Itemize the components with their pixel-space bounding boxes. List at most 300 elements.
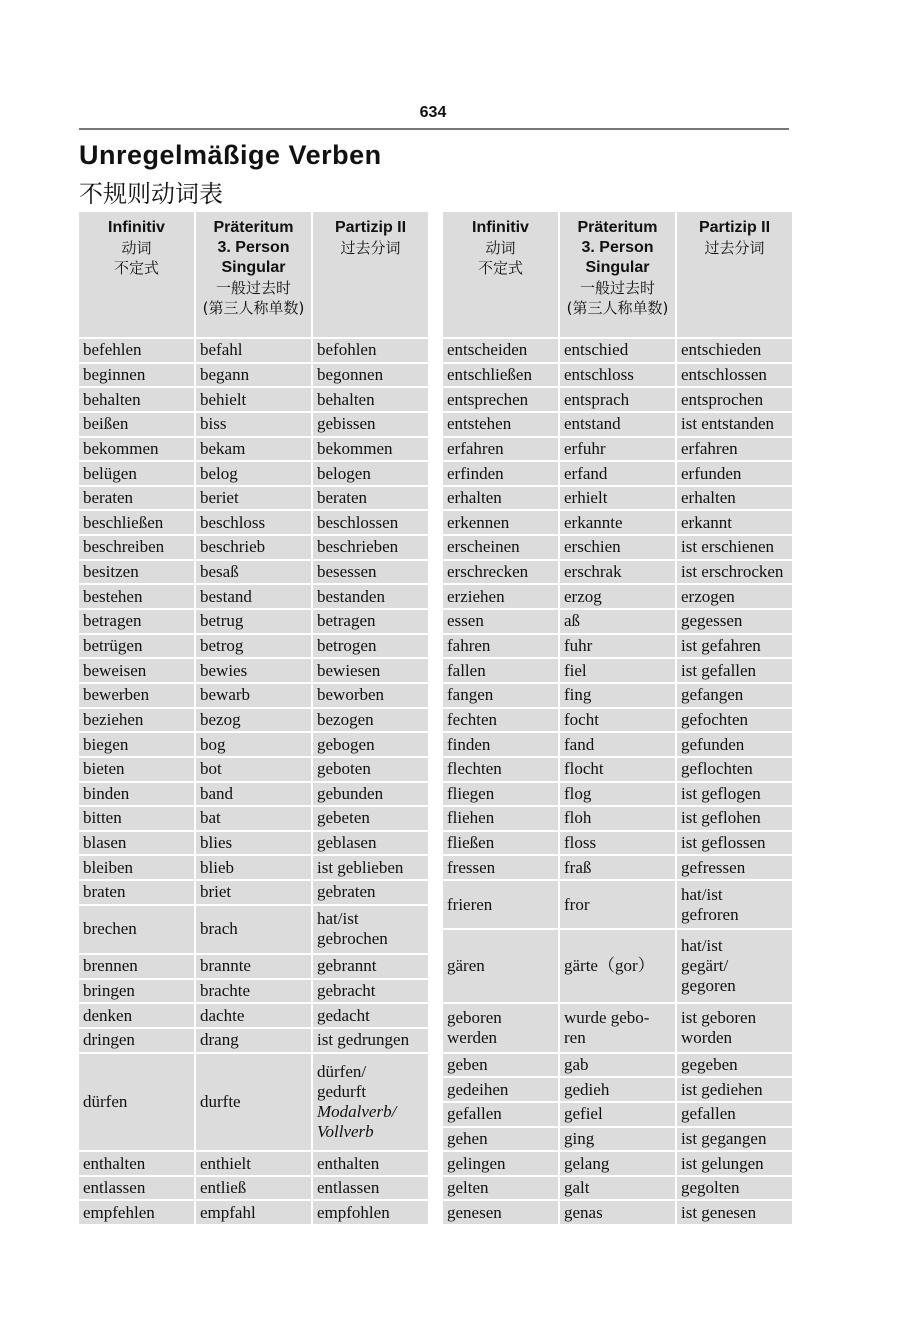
cell-text: fror (564, 894, 590, 914)
cell-text: wurde gebo- (564, 1007, 650, 1027)
cell-text: bewerben (83, 685, 150, 705)
cell-text: fechten (447, 709, 498, 729)
header-praeteritum (195, 211, 312, 338)
cell-praeteritum (559, 535, 676, 560)
table-row (442, 855, 793, 880)
cell-partizip-ii (676, 584, 793, 609)
cell-praeteritum (559, 584, 676, 609)
cell-text: erkannte (564, 512, 623, 532)
cell-praeteritum (195, 387, 312, 412)
table-row (442, 437, 793, 462)
cell-praeteritum (195, 806, 312, 831)
cell-praeteritum (195, 979, 312, 1004)
cell-partizip-ii (312, 757, 429, 782)
cell-infinitiv (442, 683, 559, 708)
table-row (78, 1003, 429, 1028)
cell-infinitiv (442, 510, 559, 535)
cell-text: betrogen (317, 636, 377, 655)
cell-note: Vollverb (317, 1121, 374, 1141)
cell-text: bewiesen (317, 660, 381, 680)
table-row (78, 560, 429, 585)
cell-text: erziehen (447, 586, 505, 606)
cell-text: braten (83, 882, 126, 902)
cell-text: dürfen (83, 1091, 128, 1111)
cell-text: ist gedrungen (317, 1030, 410, 1050)
header-chinese-label: 一般过去时 (215, 279, 291, 297)
cell-infinitiv (442, 855, 559, 880)
cell-text: betragen (83, 611, 142, 631)
cell-praeteritum (559, 880, 676, 929)
cell-text: erkannt (681, 512, 732, 532)
cell-text: flechten (447, 759, 502, 779)
header-chinese-label: 过去分词 (340, 239, 401, 257)
cell-partizip-ii (676, 609, 793, 634)
cell-partizip-ii (312, 782, 429, 807)
cell-text: entließ (200, 1178, 247, 1198)
page-subtitle: 不规则动词表 (79, 180, 223, 208)
cell-text: besaß (200, 562, 239, 582)
cell-partizip-ii (676, 806, 793, 831)
cell-text: bezog (200, 709, 241, 729)
cell-infinitiv (442, 461, 559, 486)
cell-praeteritum (559, 732, 676, 757)
cell-partizip-ii (676, 831, 793, 856)
cell-infinitiv (442, 1127, 559, 1152)
cell-text: fiel (564, 660, 587, 680)
cell-text: ist gefahren (681, 636, 761, 655)
cell-infinitiv (442, 1077, 559, 1102)
cell-text: ist geflogen (681, 783, 761, 803)
cell-text: gegoren (681, 976, 736, 996)
cell-text: drang (200, 1030, 239, 1050)
cell-text: gärte（gor） (564, 956, 655, 976)
cell-praeteritum (195, 535, 312, 560)
cell-text: beraten (317, 488, 368, 508)
cell-infinitiv (442, 757, 559, 782)
table-row (442, 658, 793, 683)
cell-infinitiv (442, 806, 559, 831)
cell-infinitiv (442, 658, 559, 683)
table-row (442, 535, 793, 560)
table-row (78, 535, 429, 560)
cell-partizip-ii (676, 683, 793, 708)
table-row (442, 584, 793, 609)
cell-text: blieb (200, 857, 234, 877)
cell-text: brechen (83, 919, 137, 939)
cell-text: dürfen/ (317, 1061, 367, 1081)
page-number: 634 (419, 104, 447, 121)
table-row (78, 855, 429, 880)
cell-praeteritum (195, 412, 312, 437)
cell-partizip-ii (676, 535, 793, 560)
cell-text: fließen (447, 833, 495, 853)
cell-text: bat (200, 808, 221, 828)
cell-text: gefallen (681, 1104, 736, 1124)
cell-partizip-ii (676, 880, 793, 929)
cell-text: bekam (200, 438, 246, 458)
cell-text: gegessen (681, 611, 743, 631)
cell-text: erfunden (681, 463, 742, 483)
cell-text: beginnen (83, 364, 146, 384)
header-partizip-ii (676, 211, 793, 338)
cell-text: bot (200, 759, 222, 779)
table-row (442, 412, 793, 437)
table-row (78, 782, 429, 807)
cell-infinitiv (78, 461, 195, 486)
cell-text: erzog (564, 586, 602, 606)
cell-praeteritum (559, 387, 676, 412)
cell-praeteritum (195, 905, 312, 954)
cell-text: ist geblieben (317, 857, 404, 877)
cell-text: ist gefallen (681, 660, 757, 680)
cell-partizip-ii (676, 1176, 793, 1201)
table-row (78, 1176, 429, 1201)
cell-partizip-ii (312, 708, 429, 733)
cell-praeteritum (559, 929, 676, 1003)
cell-partizip-ii (312, 461, 429, 486)
page-title: Unregelmäßige Verben (79, 140, 382, 170)
cell-infinitiv (78, 510, 195, 535)
cell-text: begonnen (317, 364, 384, 384)
cell-partizip-ii (312, 1028, 429, 1053)
cell-text: blies (200, 833, 233, 853)
cell-partizip-ii (312, 437, 429, 462)
cell-text: enthielt (200, 1153, 251, 1173)
cell-text: floh (564, 808, 592, 828)
cell-infinitiv (442, 412, 559, 437)
cell-praeteritum (195, 1003, 312, 1028)
cell-text: biss (200, 414, 227, 434)
table-row (78, 683, 429, 708)
cell-infinitiv (442, 338, 559, 363)
cell-text: bestehen (83, 586, 143, 606)
cell-text: erscheinen (447, 537, 520, 557)
cell-text: gebrannt (317, 956, 377, 976)
header-label: Präteritum (213, 219, 294, 236)
cell-infinitiv (78, 880, 195, 905)
cell-text: hat/ist (681, 936, 723, 956)
cell-praeteritum (559, 1176, 676, 1201)
cell-partizip-ii (312, 560, 429, 585)
cell-text: dachte (200, 1005, 245, 1025)
cell-text: erhielt (564, 488, 608, 508)
cell-infinitiv (442, 831, 559, 856)
cell-text: bezogen (317, 709, 374, 729)
cell-infinitiv (78, 979, 195, 1004)
cell-praeteritum (559, 437, 676, 462)
table-row (442, 708, 793, 733)
cell-text: geben (447, 1054, 488, 1074)
header-label: Partizip II (334, 219, 407, 236)
cell-text: bitten (83, 808, 122, 828)
cell-partizip-ii (312, 535, 429, 560)
cell-infinitiv (78, 1176, 195, 1201)
cell-text: befehlen (83, 340, 142, 360)
cell-praeteritum (195, 461, 312, 486)
cell-partizip-ii (676, 1077, 793, 1102)
cell-text: hat/ist (681, 884, 723, 904)
cell-text: behalten (317, 389, 375, 409)
table-row (78, 658, 429, 683)
cell-text: entstehen (447, 414, 512, 434)
header-label: Partizip II (698, 219, 771, 236)
cell-text: entsprach (564, 389, 630, 409)
cell-partizip-ii (312, 1151, 429, 1176)
cell-text: ist entstanden (681, 414, 775, 434)
cell-text: brachte (200, 980, 251, 1000)
table-row (442, 1151, 793, 1176)
cell-infinitiv (442, 634, 559, 659)
cell-text: worden (681, 1027, 732, 1047)
cell-infinitiv (78, 486, 195, 511)
cell-infinitiv (78, 535, 195, 560)
cell-infinitiv (442, 1102, 559, 1127)
table-row (442, 683, 793, 708)
cell-text: entschloss (564, 364, 634, 384)
header-divider (79, 128, 789, 130)
cell-praeteritum (195, 954, 312, 979)
cell-text: fuhr (564, 636, 593, 655)
cell-infinitiv (78, 831, 195, 856)
cell-infinitiv (78, 412, 195, 437)
cell-text: gedacht (317, 1005, 370, 1025)
cell-text: band (200, 783, 234, 803)
cell-text: bestand (200, 586, 252, 606)
header-label: Singular (221, 259, 286, 276)
cell-text: essen (447, 611, 484, 631)
cell-text: belogen (317, 463, 371, 483)
cell-praeteritum (559, 560, 676, 585)
header-praeteritum (559, 211, 676, 338)
cell-partizip-ii (676, 1102, 793, 1127)
cell-text: brach (200, 919, 238, 939)
cell-infinitiv (78, 855, 195, 880)
cell-partizip-ii (312, 905, 429, 954)
cell-text: befohlen (317, 340, 377, 360)
cell-text: beschrieben (317, 537, 399, 557)
cell-partizip-ii (676, 634, 793, 659)
cell-partizip-ii (312, 363, 429, 388)
cell-text: ist gelungen (681, 1153, 764, 1173)
cell-text: geboren (447, 1007, 502, 1027)
cell-text: erzogen (681, 586, 735, 606)
cell-text: geflochten (681, 759, 753, 779)
cell-text: bewarb (200, 685, 251, 705)
table-row (442, 806, 793, 831)
table-row (442, 634, 793, 659)
cell-text: genesen (447, 1202, 502, 1222)
cell-infinitiv (442, 535, 559, 560)
header-chinese-label: 一般过去时 (579, 279, 655, 297)
cell-praeteritum (559, 412, 676, 437)
cell-text: begann (200, 364, 250, 384)
cell-partizip-ii (312, 486, 429, 511)
cell-text: biegen (83, 734, 129, 754)
cell-text: brannte (200, 956, 251, 976)
cell-text: gelingen (447, 1153, 506, 1173)
cell-text: bieten (83, 759, 125, 779)
cell-praeteritum (195, 486, 312, 511)
cell-partizip-ii (676, 1200, 793, 1225)
cell-text: erhalten (681, 488, 736, 508)
cell-praeteritum (195, 510, 312, 535)
cell-text: binden (83, 783, 130, 803)
table-row (442, 831, 793, 856)
cell-infinitiv (442, 486, 559, 511)
cell-text: betrog (200, 636, 244, 655)
cell-infinitiv (78, 782, 195, 807)
cell-praeteritum (559, 1200, 676, 1225)
table-row (442, 1176, 793, 1201)
table-row (442, 609, 793, 634)
cell-praeteritum (559, 461, 676, 486)
header-chinese-label: 动词 (121, 239, 152, 257)
cell-text: beriet (200, 488, 239, 508)
cell-text: empfahl (200, 1202, 256, 1222)
cell-text: gedieh (564, 1079, 610, 1099)
cell-partizip-ii (676, 757, 793, 782)
cell-text: ren (564, 1027, 586, 1047)
cell-text: gebracht (317, 980, 376, 1000)
header-label: Singular (585, 259, 650, 276)
cell-praeteritum (559, 634, 676, 659)
cell-partizip-ii (312, 954, 429, 979)
cell-infinitiv (78, 1151, 195, 1176)
cell-text: geblasen (317, 833, 377, 853)
cell-infinitiv (442, 609, 559, 634)
cell-text: galt (564, 1178, 590, 1198)
cell-text: entsprechen (447, 389, 529, 409)
cell-text: brennen (83, 956, 138, 976)
cell-infinitiv (442, 437, 559, 462)
header-chinese-label: (第三人称单数) (202, 299, 305, 317)
cell-text: ist geboren (681, 1007, 757, 1027)
cell-infinitiv (442, 363, 559, 388)
table-row (442, 560, 793, 585)
cell-text: betrügen (83, 636, 143, 655)
cell-partizip-ii (312, 338, 429, 363)
header-chinese-label: 不定式 (477, 259, 523, 277)
cell-text: betragen (317, 611, 376, 631)
cell-partizip-ii (676, 732, 793, 757)
cell-text: besessen (317, 562, 377, 582)
cell-text: beschloss (200, 512, 266, 532)
cell-text: fallen (447, 660, 486, 680)
table-row (442, 338, 793, 363)
cell-text: gelang (564, 1153, 610, 1173)
cell-text: genas (564, 1202, 603, 1222)
cell-praeteritum (559, 683, 676, 708)
cell-infinitiv (78, 387, 195, 412)
table-row (442, 510, 793, 535)
table-row (442, 782, 793, 807)
cell-text: gefressen (681, 857, 746, 877)
table-row (78, 387, 429, 412)
cell-text: gedeihen (447, 1079, 509, 1099)
cell-infinitiv (442, 1053, 559, 1078)
cell-praeteritum (195, 1200, 312, 1225)
table-row (78, 486, 429, 511)
table-row (78, 732, 429, 757)
cell-text: belügen (83, 463, 137, 483)
cell-partizip-ii (312, 732, 429, 757)
cell-praeteritum (195, 1176, 312, 1201)
cell-text: gehen (447, 1128, 488, 1148)
cell-infinitiv (442, 1151, 559, 1176)
cell-text: gebrochen (317, 929, 388, 949)
cell-praeteritum (195, 1028, 312, 1053)
cell-infinitiv (78, 806, 195, 831)
cell-text: briet (200, 882, 232, 902)
cell-text: gefangen (681, 685, 744, 705)
cell-infinitiv (442, 387, 559, 412)
cell-text: gebeten (317, 808, 370, 828)
cell-praeteritum (559, 806, 676, 831)
cell-partizip-ii (676, 1151, 793, 1176)
header-label: Infinitiv (472, 219, 529, 236)
cell-partizip-ii (676, 412, 793, 437)
cell-partizip-ii (312, 387, 429, 412)
table-row (442, 1003, 793, 1052)
table-row (442, 486, 793, 511)
cell-partizip-ii (312, 510, 429, 535)
cell-praeteritum (195, 757, 312, 782)
cell-text: gebissen (317, 414, 376, 434)
cell-text: finden (447, 734, 491, 754)
cell-praeteritum (559, 1003, 676, 1052)
cell-infinitiv (442, 782, 559, 807)
cell-partizip-ii (312, 1003, 429, 1028)
table-row (442, 1053, 793, 1078)
cell-praeteritum (559, 1127, 676, 1152)
table-row (78, 806, 429, 831)
table-row (78, 412, 429, 437)
cell-text: betrug (200, 611, 244, 631)
header-label: 3. Person (581, 239, 654, 256)
cell-partizip-ii (676, 560, 793, 585)
cell-text: fliegen (447, 783, 495, 803)
cell-text: beschrieb (200, 537, 266, 557)
cell-infinitiv (78, 1003, 195, 1028)
cell-partizip-ii (312, 634, 429, 659)
cell-partizip-ii (676, 510, 793, 535)
table-row (78, 905, 429, 954)
cell-infinitiv (442, 584, 559, 609)
cell-text: entschieden (681, 340, 762, 360)
cell-partizip-ii (312, 1176, 429, 1201)
cell-text: ist geflohen (681, 808, 761, 828)
cell-text: entsprochen (681, 389, 764, 409)
cell-text: entschließen (447, 364, 532, 384)
cell-praeteritum (195, 584, 312, 609)
cell-text: frieren (447, 894, 493, 914)
cell-text: fangen (447, 685, 494, 705)
cell-text: denken (83, 1005, 133, 1025)
table-row (78, 1053, 429, 1152)
cell-text: hat/ist (317, 909, 359, 929)
cell-text: erschrecken (447, 562, 529, 582)
cell-text: empfohlen (317, 1202, 390, 1222)
cell-infinitiv (442, 880, 559, 929)
cell-text: blasen (83, 833, 127, 853)
cell-praeteritum (195, 880, 312, 905)
cell-text: gegärt/ (681, 956, 729, 976)
cell-text: gab (564, 1054, 589, 1074)
cell-text: ist gediehen (681, 1079, 763, 1099)
cell-text: bewies (200, 660, 248, 680)
cell-infinitiv (78, 363, 195, 388)
cell-text: fressen (447, 857, 496, 877)
